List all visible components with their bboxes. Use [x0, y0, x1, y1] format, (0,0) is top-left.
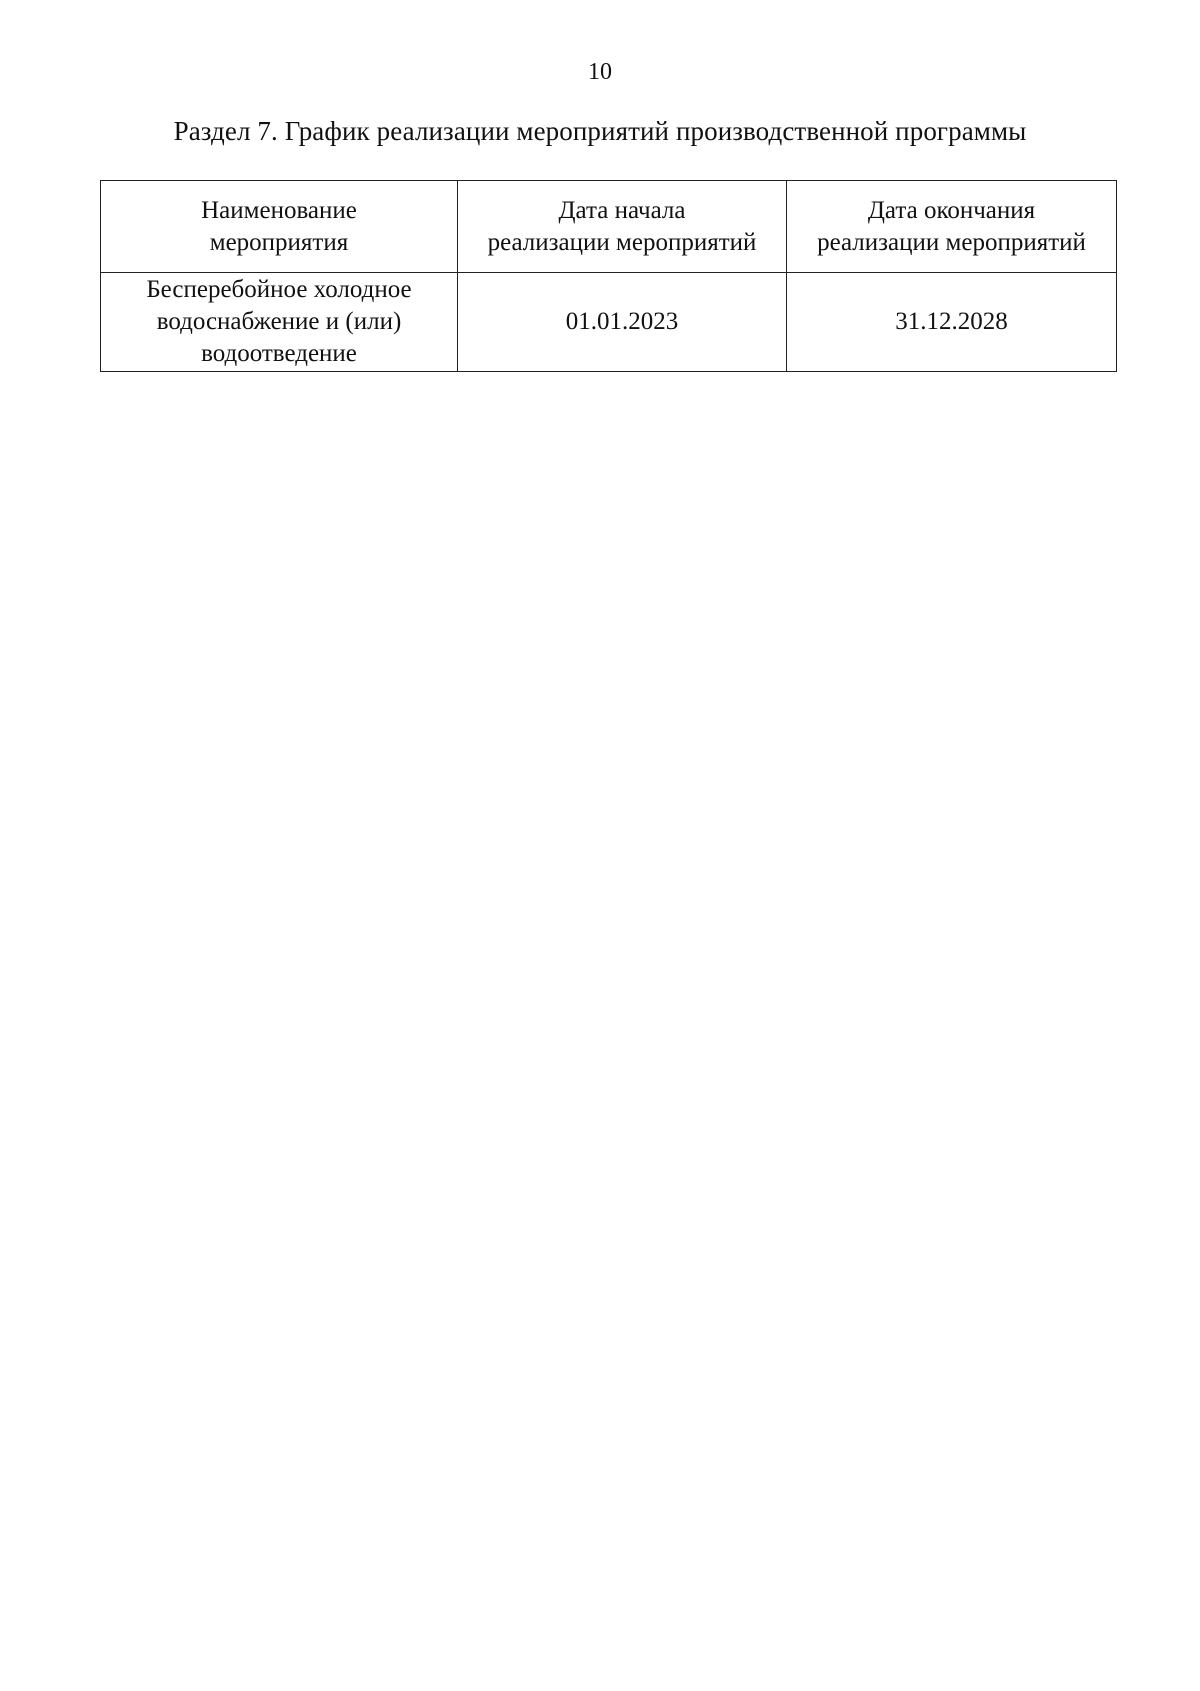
- header-end-date-line2: реализации мероприятий: [817, 228, 1086, 256]
- header-end-date-line1: Дата окончания: [867, 196, 1036, 224]
- header-activity-name-line1: Наименование: [201, 196, 357, 224]
- cell-activity-name-line3: водоотведение: [201, 340, 357, 367]
- header-start-date: [458, 181, 787, 273]
- header-start-date-line1: Дата начала: [558, 196, 686, 224]
- cell-activity-name: [101, 273, 458, 372]
- header-activity-name: [101, 181, 458, 273]
- table-header-row: [101, 181, 1117, 273]
- cell-activity-name-line2: водоснабжение и (или): [156, 308, 402, 335]
- section-title: Раздел 7. График реализации мероприятий производственной программы: [173, 116, 1027, 146]
- table-row: [101, 273, 1117, 372]
- header-start-date-line2: реализации мероприятий: [487, 228, 757, 256]
- cell-end-date: 31.12.2028: [787, 273, 1117, 372]
- cell-start-date: 01.01.2023: [458, 273, 787, 372]
- schedule-table: [100, 180, 1117, 372]
- header-activity-name-line2: мероприятия: [209, 228, 349, 256]
- header-end-date: [787, 181, 1117, 273]
- page-number: 10: [588, 59, 612, 85]
- cell-activity-name-line1: Бесперебойное холодное: [146, 276, 412, 303]
